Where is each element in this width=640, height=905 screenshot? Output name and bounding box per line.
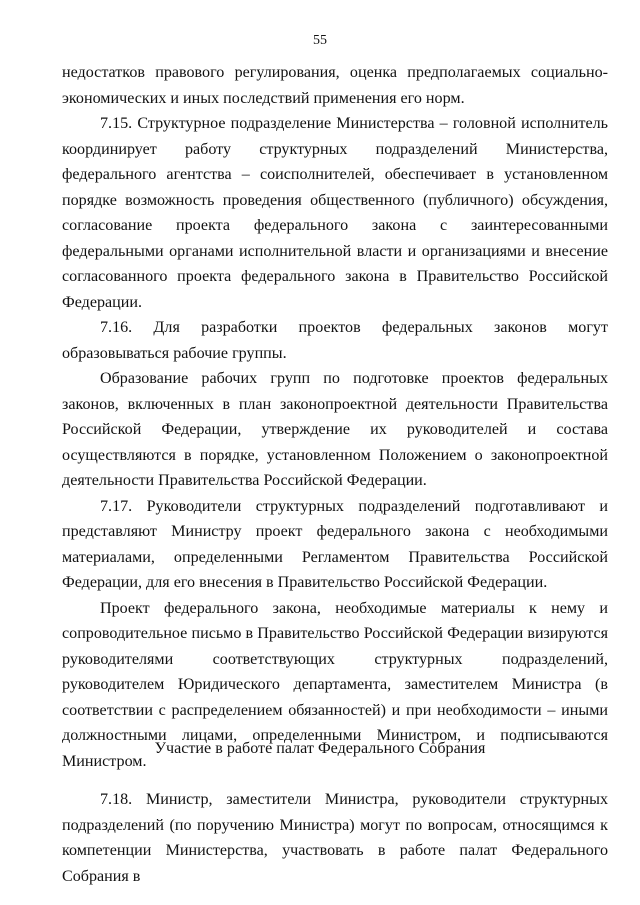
paragraph-7-15: 7.15. Структурное подразделение Министерства – головной исполнитель координирует работу структурных подразделений Министерства, федерального агентства – соисполнителей, обеспечивает в установленном порядке возможность проведения общественного (публичного) обсуждения, согласование проекта федерального закона с заинтересованными федеральными органами исполнительной власти и организациями и внесение согласованного проекта федерального закона в Правительство Российской Федерации.: [62, 115, 608, 311]
paragraph-continuation: недостатков правового регулирования, оценка предполагаемых социально-экономических и иных последствий применения его норм.: [62, 64, 608, 107]
paragraph-7-16: 7.16. Для разработки проектов федеральных законов могут образовываться рабочие группы.: [62, 319, 608, 362]
paragraph-working-groups: Образование рабочих групп по подготовке проектов федеральных законов, включенных в план законопроектной деятельности Правительства Российской Федерации, утверждение их руководителей и состава осуществляются в порядке, установленном Положением о законопроектной деятельности Правительства Российской Федерации.: [62, 370, 608, 489]
body-text: [62, 60, 608, 774]
paragraph-draft-endorsement: Проект федерального закона, необходимые материалы к нему и сопроводительное письмо в Правительство Российской Федерации визируются руководителями соответствующих структурных подразделений, руководителем Юридического департамента, заместителем Министра (в соответствии с распределением обязанностей) и при необходимости – иными должностными лицами, определенными Министром, и подписываются Министром.: [62, 599, 608, 770]
section-heading: Участие в работе палат Федерального Собрания: [154, 740, 486, 757]
paragraph-7-17: 7.17. Руководители структурных подразделений подготавливают и представляют Министру проект федерального закона с необходимыми материалами, определенными Регламентом Правительства Российской Федерации, для его внесения в Правительство Российской Федерации.: [62, 497, 608, 591]
section-text: [62, 787, 608, 889]
page-number: 55: [313, 33, 327, 48]
paragraph-7-18: 7.18. Министр, заместители Министра, руководители структурных подразделений (по поручению Министра) могут по вопросам, относящимся к компетенции Министерства, участвовать в работе палат Федерального Собрания в: [62, 791, 608, 885]
